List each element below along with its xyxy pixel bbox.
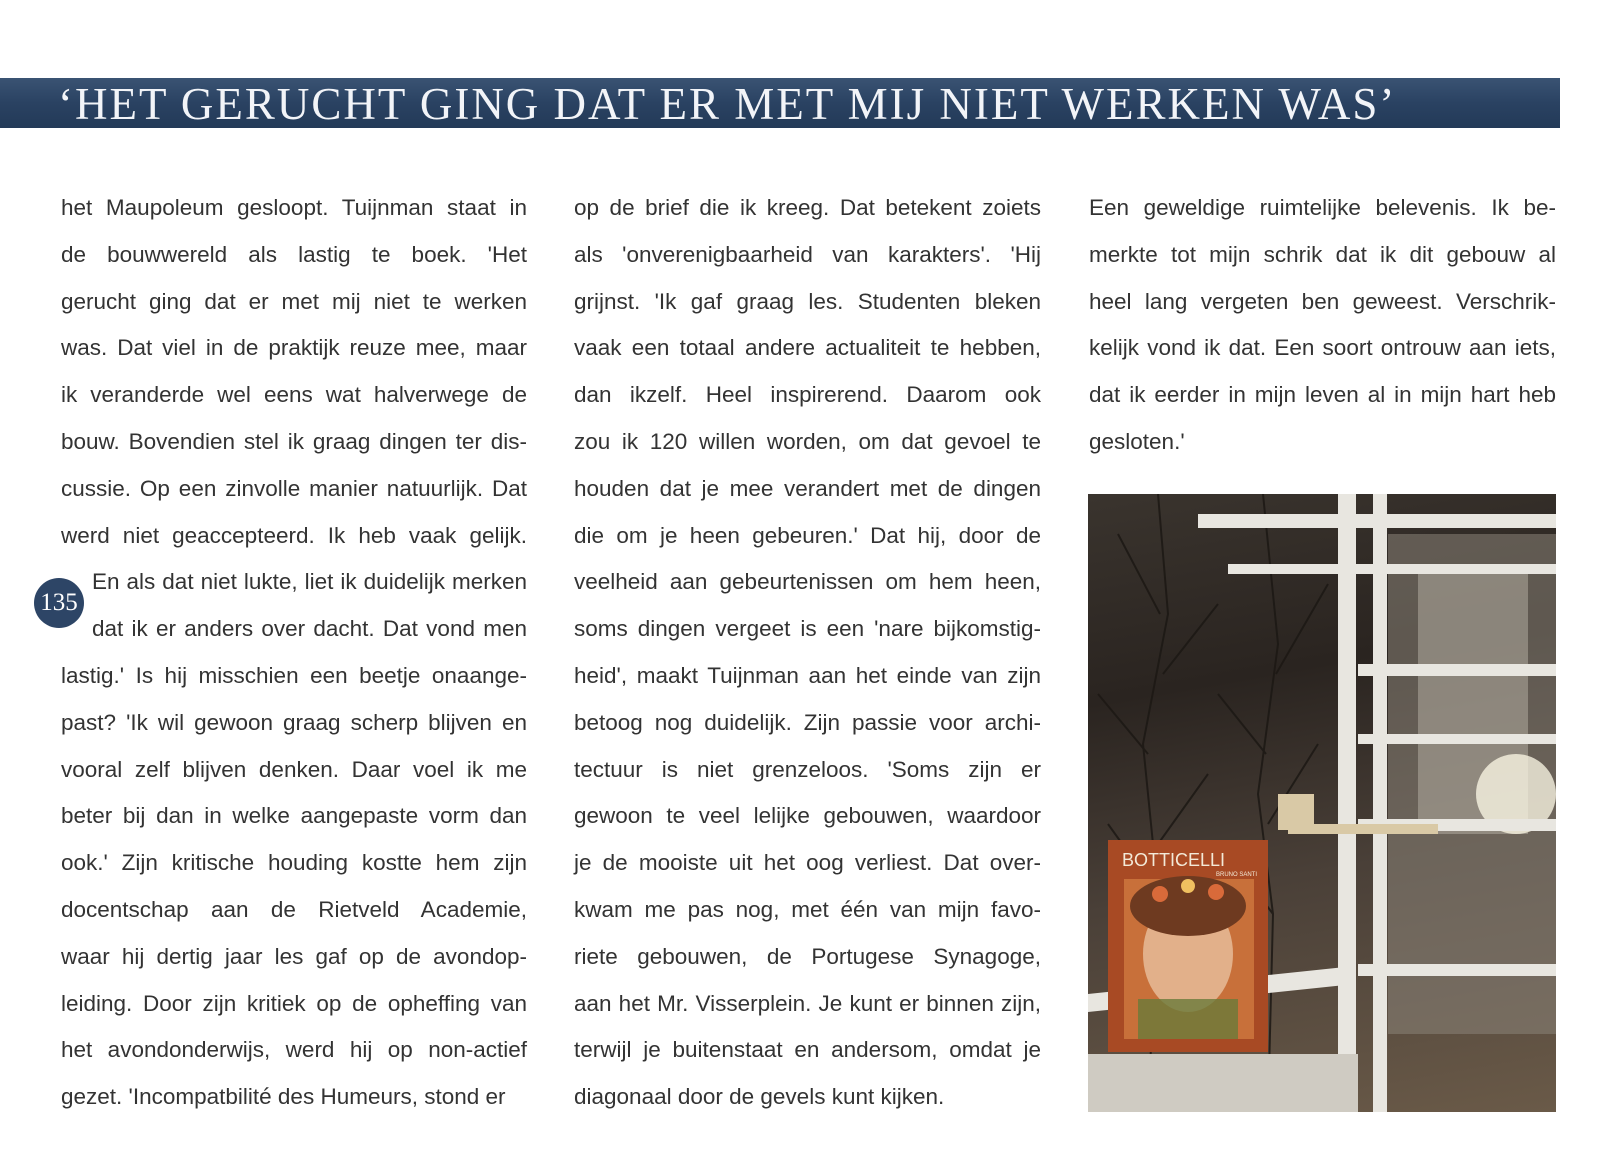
text-line: werd niet geaccepteerd. Ik heb vaak gelijk. [61,522,527,548]
text-line: tectuur is niet grenzeloos. 'Soms zijn er [574,756,1041,782]
text-line: als 'onverenigbaarheid van karakters'. 'Hij [574,241,1041,267]
text-line: de bouwwereld als lastig te boek. 'Het [61,241,527,267]
text-line: aan het Mr. Visserplein. Je kunt er binnen zijn, [574,990,1041,1016]
text-line: dan ikzelf. Heel inspirerend. Daarom ook [574,382,1041,408]
text-line: leiding. Door zijn kritiek op de opheffing van [61,990,527,1016]
text-line: betoog nog duidelijk. Zijn passie voor archi- [574,709,1041,735]
text-line: docentschap aan de Rietveld Academie, [61,896,527,922]
text-line: merkte tot mijn schrik dat ik dit gebouw al [1089,241,1556,267]
text-line: gewoon te veel lelijke gebouwen, waardoor [574,803,1041,829]
text-line: heel lang vergeten ben geweest. Verschrik- [1089,288,1556,314]
text-column-3 [1089,185,1556,466]
text-line: het avondonderwijs, werd hij op non-actief [61,1037,527,1063]
page-title: ‘HET GERUCHT GING DAT ER MET MIJ NIET WERKEN WAS’ [58,79,1397,129]
text-line: grijnst. 'Ik gaf graag les. Studenten bleken [574,288,1041,314]
text-line: ik veranderde wel eens wat halverwege de [61,382,527,408]
text-line: lastig.' Is hij misschien een beetje onaange- [61,662,527,688]
text-line: soms dingen vergeet is een 'nare bijkomstig- [574,616,1041,642]
text-line: Een geweldige ruimtelijke belevenis. Ik be- [1089,195,1556,220]
text-line: gerucht ging dat er met mij niet te werken [61,288,527,314]
text-line: waar hij dertig jaar les gaf op de avondop- [61,943,527,969]
text-column-2 [574,185,1041,1121]
text-line: cussie. Op een zinvolle manier natuurlijk. Dat [61,475,527,501]
text-line: veelheid aan gebeurtenissen om hem heen, [574,569,1041,595]
text-line: ook.' Zijn kritische houding kostte hem zijn [61,850,527,876]
text-line: dat ik eerder in mijn leven al in mijn hart heb [1089,382,1556,408]
text-line: riete gebouwen, de Portugese Synagoge, [574,943,1041,969]
text-line: dat ik er anders over dacht. Dat vond men [92,616,527,642]
text-line: was. Dat viel in de praktijk reuze mee, maar [61,335,527,361]
text-line: kwam me pas nog, met één van mijn favo- [574,896,1041,922]
photo-illustration [1088,494,1556,1112]
text-line: vooral zelf blijven denken. Daar voel ik me [61,756,527,782]
text-line: kelijk vond ik dat. Een soort ontrouw aan iets, [1089,335,1556,361]
text-line: houden dat je mee verandert met de dingen [574,475,1041,501]
text-line: die om je heen gebeuren.' Dat hij, door de [574,522,1041,548]
shelf [1088,1054,1358,1112]
page-number-badge: 135 [34,578,84,628]
text-line: je de mooiste uit het oog verliest. Dat over- [574,850,1041,876]
text-line: terwijl je buitenstaat en andersom, omdat je [574,1037,1041,1063]
text-line: gesloten.' [1089,428,1185,454]
text-line: heid', maakt Tuijnman aan het einde van zijn [574,662,1041,688]
photo-botticelli-book [1088,494,1556,1112]
text-line: het Maupoleum gesloopt. Tuijnman staat in [61,195,527,220]
text-line: past? 'Ik wil gewoon graag scherp blijven en [61,709,527,735]
botticelli-book [1108,840,1268,1052]
wooden-bar [1288,824,1438,834]
text-column-1 [61,185,527,1121]
text-line: diagonaal door de gevels kunt kijken. [574,1084,945,1110]
book-title: BOTTICELLI [1122,850,1226,870]
text-line: vaak een totaal andere actualiteit te hebben, [574,335,1041,361]
book-subtitle: BRUNO SANTI [1216,872,1258,878]
text-line: op de brief die ik kreeg. Dat betekent zoiets [574,195,1041,220]
text-line: zou ik 120 willen worden, om dat gevoel te [574,428,1041,454]
text-line: gezet. 'Incompatbilité des Humeurs, stond er [61,1084,506,1110]
text-line: beter bij dan in welke aangepaste vorm dan [61,803,527,829]
text-line: En als dat niet lukte, liet ik duidelijk merken [92,569,527,595]
text-line: bouw. Bovendien stel ik graag dingen ter dis- [61,428,527,454]
